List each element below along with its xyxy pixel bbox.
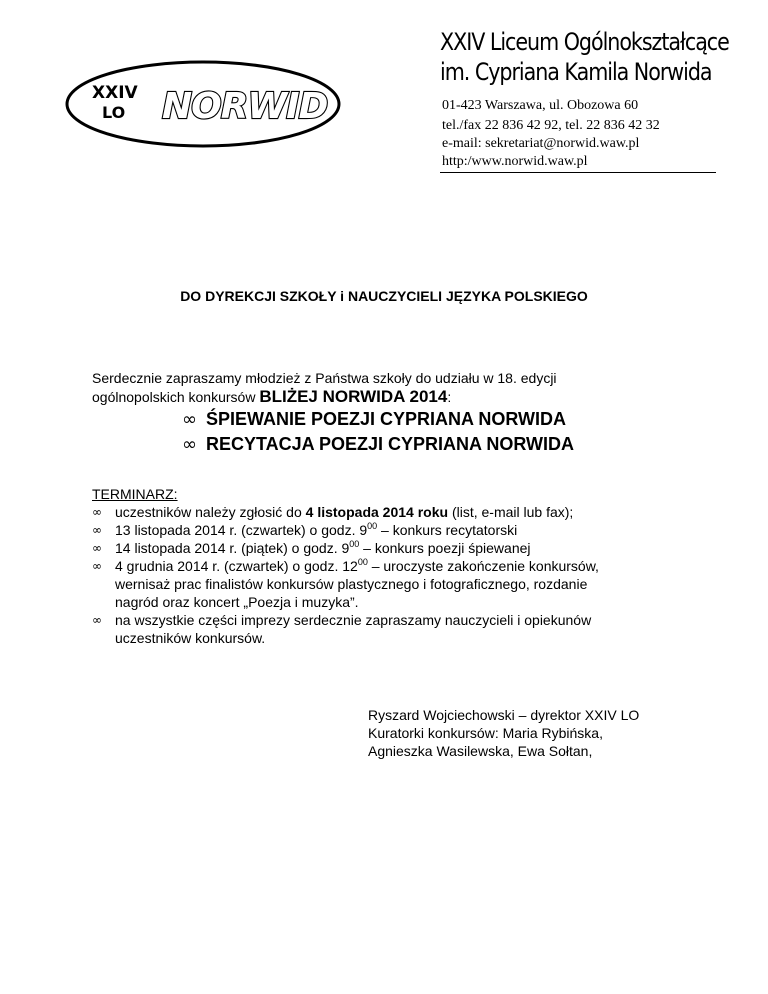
invitation-line1: Serdecznie zapraszamy młodzież z Państwa szkoły do udziału w 18. edycji <box>92 370 557 386</box>
schedule-heading: TERMINARZ: <box>92 486 178 502</box>
schedule-text: nagród oraz koncert „Poezja i muzyka”. <box>115 594 359 610</box>
schedule-item-4 <box>115 557 599 611</box>
infinity-bullet-icon: ∞ <box>92 613 102 627</box>
logo-abbrev: LO <box>102 103 126 122</box>
schedule-text: 4 grudnia 2014 r. (czwartek) o godz. 12 <box>115 558 358 574</box>
time-minutes: 00 <box>367 521 378 531</box>
school-email[interactable]: e-mail: sekretariat@norwid.waw.pl <box>442 136 640 151</box>
infinity-bullet-icon: ∞ <box>182 434 197 455</box>
schedule-text: 14 listopada 2014 r. (piątek) o godz. 9 <box>115 540 350 556</box>
schedule-item-1 <box>115 503 573 521</box>
header-divider <box>440 172 716 173</box>
addressee-heading: DO DYREKCJI SZKOŁY i NAUCZYCIELI JĘZYKA POLSKIEGO <box>180 288 588 304</box>
invitation-suffix: : <box>447 389 452 405</box>
contest-item-label: RECYTACJA POEZJI CYPRIANA NORWIDA <box>206 434 575 454</box>
schedule-text: uczestników należy zgłosić do <box>115 504 306 520</box>
schedule-text: – uroczyste zakończenie konkursów, <box>367 558 599 574</box>
logo-name: NORWID <box>162 86 328 127</box>
infinity-bullet-icon: ∞ <box>182 409 197 430</box>
time-minutes: 00 <box>357 557 368 567</box>
logo-number: XXIV <box>92 83 138 103</box>
schedule-text: wernisaż prac finalistów konkursów plastycznego i fotograficznego, rozdanie <box>115 576 588 592</box>
contest-item <box>182 434 574 455</box>
contest-item <box>182 409 566 430</box>
schedule-text: – konkurs poezji śpiewanej <box>359 540 531 556</box>
contest-item-label: ŚPIEWANIE POEZJI CYPRIANA NORWIDA <box>206 409 567 429</box>
schedule-item-2 <box>115 521 517 539</box>
infinity-bullet-icon: ∞ <box>92 541 102 555</box>
infinity-bullet-icon: ∞ <box>92 505 102 519</box>
infinity-bullet-icon: ∞ <box>92 559 102 573</box>
schedule-text: 13 listopada 2014 r. (czwartek) o godz. 9 <box>115 522 368 538</box>
time-minutes: 00 <box>349 539 360 549</box>
event-name: BLIŻEJ NORWIDA 2014 <box>259 387 448 406</box>
schedule-text: – konkurs recytatorski <box>377 522 518 538</box>
schedule-text: na wszystkie części imprezy serdecznie zapraszamy nauczycieli i opiekunów <box>115 612 592 628</box>
infinity-bullet-icon: ∞ <box>92 523 102 537</box>
school-website[interactable]: http:/www.norwid.waw.pl <box>442 154 588 169</box>
invitation-line2 <box>92 387 451 407</box>
school-logo <box>62 56 344 152</box>
school-name-line1: XXIV Liceum Ogólnokształcące <box>440 28 729 56</box>
signature-line1: Ryszard Wojciechowski – dyrektor XXIV LO <box>368 707 640 723</box>
invitation-prefix: ogólnopolskich konkursów <box>92 389 256 405</box>
school-phone: tel./fax 22 836 42 92, tel. 22 836 42 32 <box>442 118 660 133</box>
school-address: 01-423 Warszawa, ul. Obozowa 60 <box>442 98 639 113</box>
signature-line2: Kuratorki konkursów: Maria Rybińska, <box>368 725 603 741</box>
school-name-line2: im. Cypriana Kamila Norwida <box>440 58 712 86</box>
signature-line3: Agnieszka Wasilewska, Ewa Sołtan, <box>368 743 593 759</box>
schedule-item-5 <box>115 611 591 647</box>
schedule-item-3 <box>115 539 531 557</box>
schedule-text: uczestników konkursów. <box>115 630 266 646</box>
deadline-date: 4 listopada 2014 roku <box>305 504 449 520</box>
schedule-text: (list, e-mail lub fax); <box>448 504 574 520</box>
